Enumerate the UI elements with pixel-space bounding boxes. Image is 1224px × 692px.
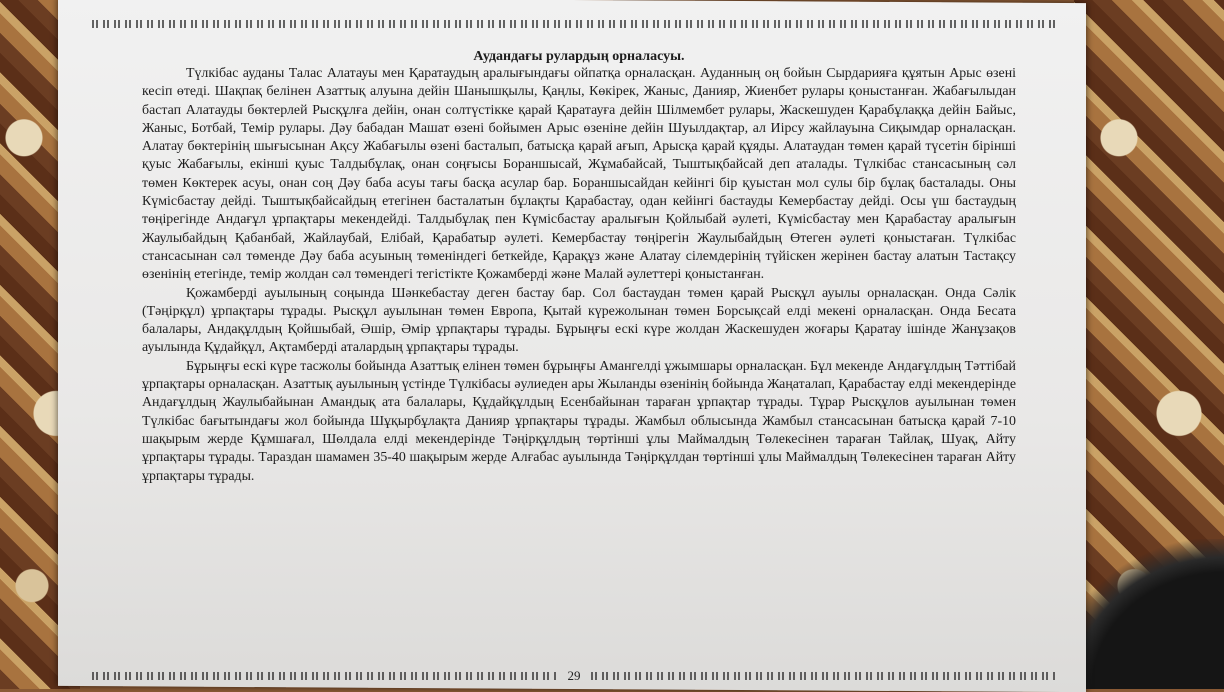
ornament-border-icon bbox=[92, 672, 558, 680]
paragraph: Қожамберді ауылының соңында Шәнкебастау деген бастау бар. Сол бастаудан төмен қарай Рысқұл ауылы орналасқан. Онда Сәлік (Тәңірқұл) ұрпақтары тұрады. Рысқұл ауылынан төмен Европа, Қытай күрежолынан төмен Борсықсай елді мекені орналасқан. Онда Бесата балалары, Андақұлдың Қойшыбай, Әшір, Әмір ұрпақтары тұрады. Бұрыңғы ескі күре жолдан Жаскешуден жоғары Қаратау ішінде Жанұзақов ауылында Құдайқұл, Ақтамберді аталардың ұрпақтары тұрады. bbox=[142, 285, 1016, 356]
paragraph: Бұрыңғы ескі күре тасжолы бойында Азаттық елінен төмен бұрыңғы Амангелді ұжымшары орналасқан. Бұл мекенде Андағұлдың Тәттібай ұрпақтары орналасқан. Азаттық ауылының үстінде Түлкібасы әулиеден ары Жыланды өзенінің бойында Жаңаталап, Қарабастау елді мекендерінде Андағұлдың Жаулыбайынан Амандық ата балалары, Құдайқұлдың Есенбайынан тараған ұрпақтар тұрады. Тұрар Рысқұлов ауылынан төмен Түлкібас бағытындағы жол бойында Шұқырбұлақта Данияр ұрпақтары тұрады. Жамбыл облысында Жамбыл стансасынан батысқа қарай 7-10 шақырым жерде Құмшағал, Шөлдала елді мекендерінде Тәңірқұлдың төртінші ұлы Маймалдың Төлекесінен тараған Тайлақ, Шуақ, Айту ұрпақтары тұрады. Тараздан шамамен 35-40 шақырым жерде Алғабас ауылында Тәңірқұлдан төртінші ұлы Маймалдың Төлекесінен тараған Айту ұрпақтары тұрады. bbox=[142, 358, 1016, 484]
page-footer bbox=[92, 668, 1056, 684]
ornament-border-icon bbox=[92, 20, 1056, 28]
page-number: 29 bbox=[567, 668, 581, 683]
page-content bbox=[142, 48, 1016, 486]
paragraph: Түлкібас ауданы Талас Алатауы мен Қаратаудың аралығындағы ойпатқа орналасқан. Ауданның оң бойын Сырдарияға құятын Арыс өзені кесіп өтеді. Шақпақ белінен Азаттық алуына дейін Шанышқылы, Қаңлы, Көкірек, Жаныс, Данияр, Жиенбет рулары қоныстанған. Жабағылыдан бастап Алатауды бөктерлей Рысқұлға дейін, онан солтүстікке қарай Қаратауға дейін Шілмембет рулары, Жаскешуден Қарабұлаққа дейін Байыс, Жаныс, Ботбай, Темір рулары. Дәу бабадан Машат өзені бойымен Арыс өзеніне дейін Шуылдақтар, ал Иірсу жайлауына Сиқымдар орналасқан. Алатау бөктерінің шығысынан Ақсу Жабағылы өзені басталып, батысқа қарай ағып, Арысқа қарай құяды. Алатаудан төмен қарай түсетін бірінші қуыс Жабағылы, екінші қуыс Талдыбұлақ, онан соңғысы Бораншысай, Жұмабайсай, Тыштықбайсай деп аталады. Түлкібас стансасының сәл төмен Көктерек асуы, онан соң Дәу баба асуы тағы басқа асулар бар. Бораншысайдан кейінгі бір қуыстан мол сулы бір бұлақ басталады. Оны Күмісбастау дейді. Тыштықбайсайдың етегінен басталатын бұлақты Қарабастау, одан кейінгі бастауды Кемербастау дейді. Осы үш бастаудың төңірегінде Андағұл ұрпақтары мекендейді. Талдыбұлақ пен Күмісбастау аралығын Қойлыбай әулеті, Күмісбастау мен Қарабастау аралығын Жаулыбайдың Қабанбай, Жайлаубай, Елібай, Қарабатыр әулеті. Кемербастау төңірегін Жаулыбайдың Өтеген әулеті қоныстаған. Түлкібас стансасынан сәл төменде Дәу баба асуының төменіндегі беткейде, Қарақұз және Алатау сілемдерінің түйіскен жерінен бастау алатын Тастақсу өзенінің етегінде, темір жолдан сәл төмендегі тегістікте Қожамберді және Малай әулеттері қоныстанған. bbox=[142, 66, 1016, 283]
page-title: Аудандағы рулардың орналасуы. bbox=[473, 49, 685, 64]
ornament-border-icon bbox=[591, 672, 1057, 680]
top-ornament-border bbox=[92, 18, 1056, 30]
